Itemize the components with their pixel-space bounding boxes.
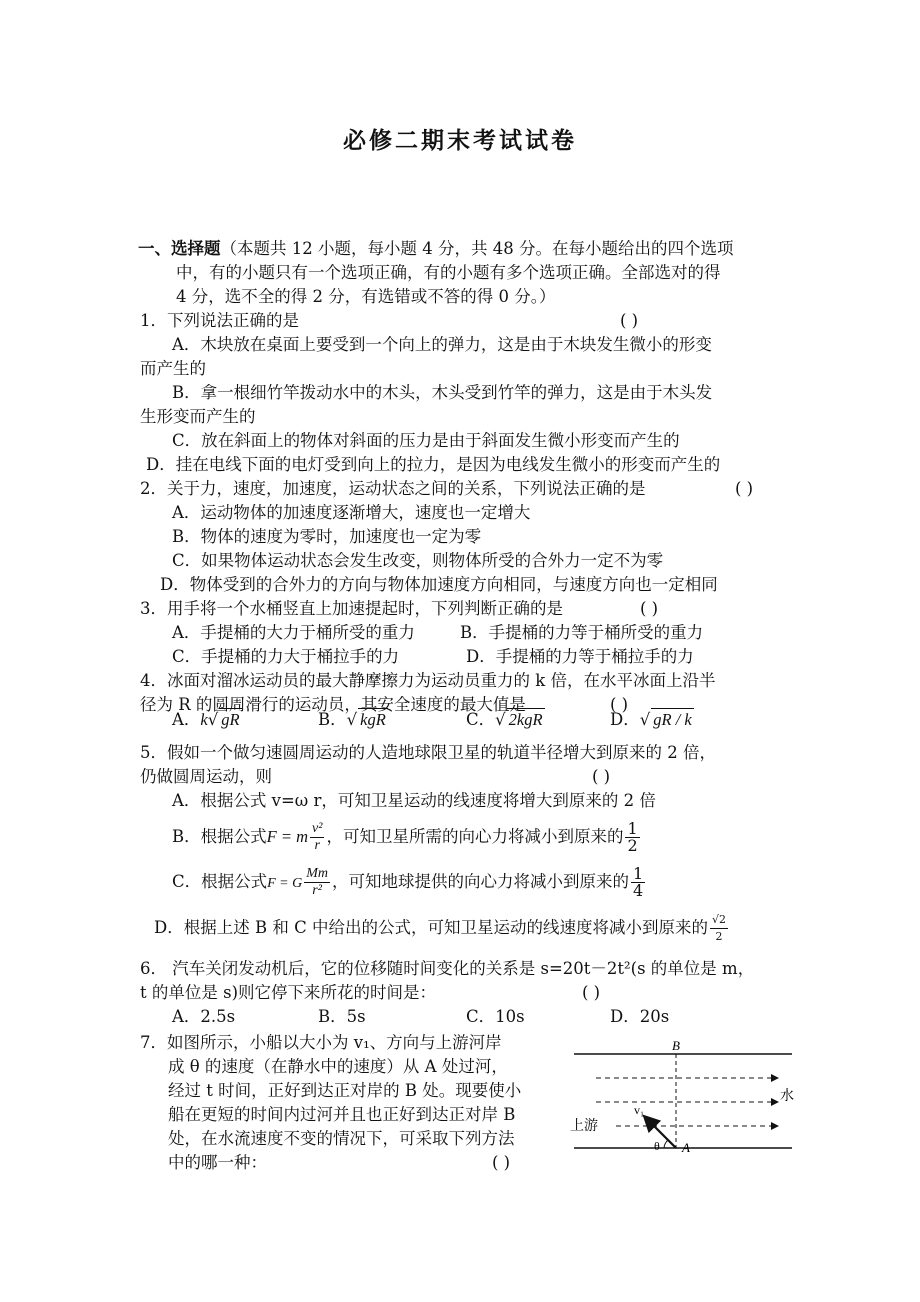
q5-answer-paren: ( ) <box>592 767 611 786</box>
q5-b-num: v² <box>312 821 323 836</box>
q5-b-den: r <box>314 838 320 853</box>
q5-c-ratio <box>631 866 645 899</box>
q2-answer-paren: ( ) <box>735 479 754 498</box>
q1-option-a-1: A．木块放在桌面上要受到一个向上的弹力，这是由于木块发生微小的形变 <box>172 335 712 354</box>
q4-b-radicand: kgR <box>360 710 386 729</box>
q5-option-d <box>154 908 730 948</box>
section-desc-3: 4 分，选不全的得 2 分，有选错或不答的得 0 分。） <box>176 287 556 306</box>
q5-c-post: ，可知地球提供的向心力将减小到原来的 <box>332 872 630 891</box>
q5-c-lhs: F = G <box>267 876 303 891</box>
q4-d-radical: √ <box>639 710 651 729</box>
q7-line-4: 船在更短的时间内过河并且也正好到达正对岸 B <box>168 1105 516 1124</box>
q5-d-pre: D．根据上述 B 和 C 中给出的公式，可知卫星运动的线速度将减小到原来的 <box>154 918 708 937</box>
q3-stem: 3．用手将一个水桶竖直上加速提起时，下列判断正确的是 <box>140 599 563 618</box>
q5-b-ratio <box>625 821 639 854</box>
q4-answer-paren: ( ) <box>610 695 629 714</box>
q7-line-6: 中的哪一种： <box>168 1153 267 1172</box>
q4-b-radical: √ <box>346 710 358 729</box>
q4-option-c <box>466 708 545 731</box>
q4-a-coef: k <box>200 710 208 729</box>
q1-option-a-2: 而产生的 <box>140 359 206 378</box>
theta-arc <box>664 1140 668 1148</box>
q4-a-label: A． <box>172 710 201 729</box>
q4-b-label: B． <box>318 710 347 729</box>
q3-option-d: D．手提桶的力等于桶拉手的力 <box>466 647 694 666</box>
q1-option-c: C．放在斜面上的物体对斜面的压力是由于斜面发生微小形变而产生的 <box>172 431 680 450</box>
q5-c-ratio-den: 4 <box>633 881 644 900</box>
q5-stem-2: 仍做圆周运动，则 <box>140 767 272 786</box>
velocity-v1-arrow <box>644 1116 676 1148</box>
q2-stem: 2．关于力，速度，加速度，运动状态之间的关系，下列说法正确的是 <box>140 479 646 498</box>
q5-b-ratio-num: 1 <box>627 819 638 838</box>
q5-b-formula-frac <box>310 821 324 854</box>
q1-stem: 1．下列说法正确的是 <box>140 311 299 330</box>
q4-c-label: C． <box>466 710 496 729</box>
label-v1: v₁ <box>634 1103 645 1117</box>
q5-b-post: ，可知卫星所需的向心力将减小到原来的 <box>326 827 624 846</box>
q2-option-a: A．运动物体的加速度逐渐增大，速度也一定增大 <box>172 503 531 522</box>
q5-c-den: r² <box>312 883 322 898</box>
section-heading: 一、选择题 <box>138 239 221 258</box>
section-desc-1: （本题共 12 小题，每小题 4 分，共 48 分。在每小题给出的四个选项 <box>220 239 734 258</box>
q4-d-radicand: gR / k <box>653 710 692 729</box>
q4-option-b <box>318 708 388 731</box>
q3-answer-paren: ( ) <box>640 599 659 618</box>
q5-option-a: A．根据公式 v=ω r，可知卫星运动的线速度将增大到原来的 2 倍 <box>172 791 656 810</box>
q3-option-a: A．手提桶的大力于桶所受的重力 <box>172 623 415 642</box>
q3-option-c: C．手提桶的力大于桶拉手的力 <box>172 647 400 666</box>
q5-b-ratio-den: 2 <box>627 836 638 855</box>
q2-option-d: D．物体受到的合外力的方向与物体加速度方向相同，与速度方向也一定相同 <box>160 575 718 594</box>
q1-option-b-2: 生形变而产生的 <box>140 407 256 426</box>
q6-option-b: B．5s <box>318 1007 366 1026</box>
q4-option-a <box>172 708 242 731</box>
q7-line-1: 7．如图所示，小船以大小为 v₁、方向与上游河岸 <box>140 1033 502 1052</box>
q2-option-c: C．如果物体运动状态会发生改变，则物体所受的合外力一定不为零 <box>172 551 664 570</box>
q7-line-2: 成 θ 的速度（在静水中的速度）从 A 处过河， <box>168 1057 508 1076</box>
q5-b-pre: B．根据公式 <box>172 827 267 846</box>
label-theta: θ <box>654 1139 660 1153</box>
q4-c-radicand: 2kgR <box>508 710 543 729</box>
q6-answer-paren: ( ) <box>582 983 601 1002</box>
q6-option-a: A．2.5s <box>172 1007 236 1026</box>
label-B: B <box>672 1038 680 1053</box>
q1-option-d: D．挂在电线下面的电灯受到向上的拉力，是因为电线发生微小的形变而产生的 <box>146 455 721 474</box>
q5-c-num: Mm <box>306 866 329 881</box>
q5-d-ratio <box>710 912 728 945</box>
page-title: 必修二期末考试试卷 <box>343 127 577 154</box>
q4-d-label: D． <box>610 710 640 729</box>
q6-option-d: D．20s <box>610 1007 670 1026</box>
q2-option-b: B．物体的速度为零时，加速度也一定为零 <box>172 527 482 546</box>
label-upstream: 上游 <box>570 1118 598 1134</box>
q5-d-num: √2 <box>710 912 728 929</box>
q7-answer-paren: ( ) <box>492 1153 511 1172</box>
q3-option-b: B．手提桶的力等于桶所受的重力 <box>460 623 704 642</box>
q6-stem-2: t 的单位是 s)则它停下来所花的时间是： <box>140 983 437 1002</box>
q5-b-lhs: F = m <box>266 827 309 846</box>
q5-c-ratio-num: 1 <box>633 864 644 883</box>
section-desc-2: 中，有的小题只有一个选项正确，有的小题有多个选项正确。全部选对的得 <box>176 263 721 282</box>
q5-option-b <box>172 815 642 859</box>
q5-option-c <box>172 860 647 906</box>
q4-a-radical: √ <box>207 710 219 729</box>
q4-stem-2: 径为 R 的圆周滑行的运动员，其安全速度的最大值是 <box>140 695 526 714</box>
section-heading-line <box>138 238 733 260</box>
q1-option-b-1: B．拿一根细竹竿拨动水中的木头，木头受到竹竿的弹力，这是由于木头发 <box>172 383 713 402</box>
river-crossing-diagram <box>568 1038 800 1158</box>
q5-c-pre: C．根据公式 <box>172 872 268 891</box>
label-A: A <box>682 1140 690 1155</box>
q4-c-radical: √ <box>495 710 506 729</box>
q6-option-c: C．10s <box>466 1007 525 1026</box>
q6-stem-1: 6． 汽车关闭发动机后，它的位移随时间变化的关系是 s=20t－2t²(s 的单位是 m， <box>140 959 755 978</box>
label-water: 水 <box>780 1088 794 1104</box>
q1-answer-paren: ( ) <box>620 311 639 330</box>
q5-c-formula-frac <box>304 866 330 899</box>
q4-a-radicand: gR <box>221 710 240 729</box>
q4-option-d <box>610 708 694 731</box>
q4-stem-1: 4．冰面对溜冰运动员的最大静摩擦力为运动员重力的 k 倍，在水平冰面上沿半 <box>140 671 716 690</box>
q7-line-5: 处，在水流速度不变的情况下，可采取下列方法 <box>168 1129 515 1148</box>
q7-line-3: 经过 t 时间，正好到达正对岸的 B 处。现要使小 <box>168 1081 522 1100</box>
q5-stem-1: 5．假如一个做匀速圆周运动的人造地球限卫星的轨道半径增大到原来的 2 倍， <box>140 743 716 762</box>
q5-d-den: 2 <box>715 930 723 943</box>
